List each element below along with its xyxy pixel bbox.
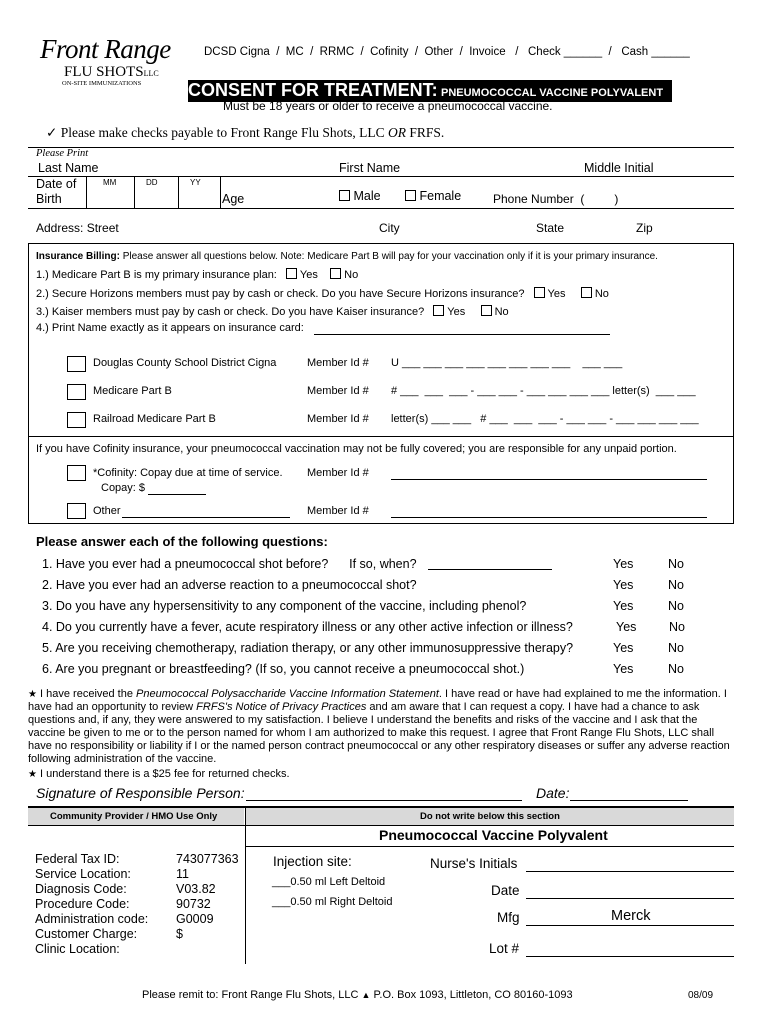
plan-dcsd-member-label: Member Id # <box>307 357 369 369</box>
female-checkbox[interactable] <box>405 190 416 201</box>
star-icon: ★ <box>28 689 37 700</box>
mfg-label: Mfg <box>497 910 520 925</box>
other-insurance-label: Other <box>93 505 121 517</box>
check-note: ✓ Please make checks payable to Front Range Flu Shots, LLC OR FRFS. <box>46 125 445 140</box>
cofinity-note: If you have Cofinity insurance, your pneumococcal vaccination may not be fully covered; you are responsible for any unpaid portion. <box>36 443 677 455</box>
federal-tax-id-value: 743077363 <box>176 852 239 866</box>
lot-line[interactable] <box>526 956 734 957</box>
nurse-initials-label: Nurse's Initials <box>430 856 518 871</box>
plan-medicare-member-field[interactable]: # ___ ___ ___ - ___ ___ - ___ ___ ___ ___ letter(s) ___ ___ <box>391 385 696 397</box>
title-sub: PNEUMOCOCCAL VACCINE POLYVALENT <box>441 87 664 99</box>
left-deltoid-option[interactable]: ___0.50 ml Left Deltoid <box>272 876 386 888</box>
address-street-label[interactable]: Address: Street <box>36 221 119 235</box>
question-1-yes[interactable]: Yes <box>613 557 634 571</box>
copay-label: Copay: $ <box>101 482 146 494</box>
star-icon: ★ <box>28 769 37 780</box>
q1-no-checkbox[interactable] <box>330 268 341 279</box>
cofinity-member-line[interactable] <box>391 479 707 480</box>
other-member-label: Member Id # <box>307 505 369 517</box>
logo-flu-shots: FLU SHOTSLLC <box>64 64 159 80</box>
do-not-write-header: Do not write below this section <box>420 811 560 822</box>
medicare-b-checkbox[interactable] <box>67 384 86 400</box>
logo <box>36 34 191 90</box>
customer-charge-label: Customer Charge: <box>35 927 138 941</box>
age-requirement: Must be 18 years or older to receive a pneumococcal vaccine. <box>223 99 553 113</box>
dob-label-1: Date of <box>36 177 77 191</box>
cofinity-label: *Cofinity: Copay due at time of service. <box>93 467 283 479</box>
questions-heading: Please answer each of the following questions: <box>36 534 328 549</box>
question-5: 5. Are you receiving chemotherapy, radiation therapy, or any other immunosuppressive therapy? <box>42 641 574 655</box>
procedure-code-label: Procedure Code: <box>35 897 130 911</box>
office-date-line[interactable] <box>526 898 734 899</box>
returned-check-fee: ★ I understand there is a $25 fee for returned checks. <box>28 768 290 780</box>
service-location-label: Service Location: <box>35 867 131 881</box>
age-label[interactable]: Age <box>222 192 245 206</box>
question-1-no[interactable]: No <box>668 557 684 571</box>
title-main: CONSENT FOR TREATMENT: <box>188 80 438 100</box>
hmo-header: Community Provider / HMO Use Only <box>50 811 218 822</box>
phone-label[interactable]: Phone Number ( ) <box>493 192 619 206</box>
plan-dcsd-member-field[interactable]: U ___ ___ ___ ___ ___ ___ ___ ___ ___ ___ <box>391 357 623 369</box>
zip-label[interactable]: Zip <box>636 221 653 235</box>
q2-no-checkbox[interactable] <box>581 287 592 298</box>
question-6: 6. Are you pregnant or breastfeeding? (If so, you cannot receive a pneumococcal shot.) <box>42 662 525 676</box>
form-version: 08/09 <box>688 990 714 1001</box>
office-code-values <box>176 852 239 942</box>
logo-script: Front Range <box>40 34 171 64</box>
mfg-value: Merck <box>611 908 651 924</box>
lot-label: Lot # <box>489 941 520 956</box>
nurse-initials-line[interactable] <box>526 871 734 872</box>
first-name-label[interactable]: First Name <box>339 161 401 175</box>
procedure-code-value: 90732 <box>176 897 211 911</box>
railroad-medicare-checkbox[interactable] <box>67 412 86 428</box>
question-3-yes[interactable]: Yes <box>613 599 634 613</box>
q2-yes-checkbox[interactable] <box>534 287 545 298</box>
office-code-labels <box>35 852 148 957</box>
right-deltoid-option[interactable]: ___0.50 ml Right Deltoid <box>272 896 393 908</box>
consent-statement: ★ I have received the Pneumococcal Polysaccharide Vaccine Information Statement. I have read or have had explained to me the information. I have had an opportunity to review FRFS's Notice of Privacy Practices and am aware that I can request a copy. I have had a chance to ask questions and, if any, they were answered to my satisfaction. I believe I understand the benefits and risks of the vaccine and I ask that the vaccine be given to me or to the person named for whom I am authorized to make this request. I agree that Front Range Flu Shots, LLC shall have no responsibility or liability if I or the named person contract pneumococcal or any other respiratory diseases or suffer any adverse reaction following administration of the vaccine. <box>28 688 730 765</box>
federal-tax-id-label: Federal Tax ID: <box>35 852 120 866</box>
insurance-q1: 1.) Medicare Part B is my primary insurance plan: Yes No <box>36 269 359 281</box>
plan-medicare-b: Medicare Part B <box>93 385 172 397</box>
insurance-q4: 4.) Print Name exactly as it appears on insurance card: <box>36 322 304 334</box>
female-option[interactable]: Female <box>405 189 461 203</box>
question-3-no[interactable]: No <box>668 599 684 613</box>
plan-railroad-member-label: Member Id # <box>307 413 369 425</box>
dob-dd[interactable]: DD <box>146 178 158 187</box>
question-4-yes[interactable]: Yes <box>616 620 637 634</box>
q3-yes-checkbox[interactable] <box>433 305 444 316</box>
signature-date-line[interactable] <box>570 800 688 801</box>
payment-options: DCSD Cigna / MC / RRMC / Cofinity / Other / Invoice / Check ______ / Cash ______ <box>204 46 690 58</box>
injection-site-label: Injection site: <box>273 854 352 869</box>
dob-label-2: Birth <box>36 192 62 206</box>
clinic-location-label: Clinic Location: <box>35 942 120 956</box>
male-option[interactable]: Male <box>339 189 381 203</box>
service-location-value: 11 <box>176 867 189 881</box>
question-4: 4. Do you currently have a fever, acute respiratory illness or any other active infection or illness? <box>42 620 573 634</box>
q3-no-checkbox[interactable] <box>481 305 492 316</box>
administration-code-value: G0009 <box>176 912 214 926</box>
plan-medicare-member-label: Member Id # <box>307 385 369 397</box>
plan-railroad-member-field[interactable]: letter(s) ___ ___ # ___ ___ ___ - ___ ___ - ___ ___ ___ ___ <box>391 413 699 425</box>
other-member-line[interactable] <box>391 517 707 518</box>
dob-yy[interactable]: YY <box>190 178 201 187</box>
other-insurance-checkbox[interactable] <box>67 503 86 519</box>
copay-line[interactable] <box>148 494 206 495</box>
male-checkbox[interactable] <box>339 190 350 201</box>
vaccine-name: Pneumococcal Vaccine Polyvalent <box>379 827 608 843</box>
dob-mm[interactable]: MM <box>103 178 117 187</box>
insurance-q3: 3.) Kaiser members must pay by cash or check. Do you have Kaiser insurance? Yes No <box>36 306 509 318</box>
question-2-no[interactable]: No <box>668 578 684 592</box>
checkmark-icon: ✓ <box>46 125 58 140</box>
please-print: Please Print <box>36 148 89 159</box>
last-name-label[interactable]: Last Name <box>38 161 99 175</box>
diagnosis-code-value: V03.82 <box>176 882 216 896</box>
question-6-no[interactable]: No <box>668 662 684 676</box>
signature-line[interactable] <box>246 800 522 801</box>
triangle-icon: ▲ <box>361 990 371 1000</box>
plan-railroad-medicare: Railroad Medicare Part B <box>93 413 216 425</box>
mfg-line[interactable] <box>526 925 734 926</box>
signature-label: Signature of Responsible Person: <box>36 785 245 801</box>
plan-dcsd-cigna: Douglas County School District Cigna <box>93 357 277 369</box>
logo-tagline: ON-SITE IMMUNIZATIONS <box>62 80 142 87</box>
insurance-q2: 2.) Secure Horizons members must pay by cash or check. Do you have Secure Horizons insurance? Yes No <box>36 288 609 300</box>
insurance-intro: Insurance Billing: Please answer all questions below. Note: Medicare Part B will pay for your vaccination only if it is your primary insurance. <box>36 251 658 262</box>
cofinity-checkbox[interactable] <box>67 465 86 481</box>
insurance-name-line[interactable] <box>314 334 610 335</box>
footer-remit: Please remit to: Front Range Flu Shots, LLC ▲ P.O. Box 1093, Littleton, CO 80160-1093 <box>142 989 573 1001</box>
city-label[interactable]: City <box>379 221 400 235</box>
question-2-yes[interactable]: Yes <box>613 578 634 592</box>
cofinity-member-label: Member Id # <box>307 467 369 479</box>
state-label[interactable]: State <box>536 221 565 235</box>
signature-date-label: Date: <box>536 785 570 801</box>
dcsd-cigna-checkbox[interactable] <box>67 356 86 372</box>
customer-charge-value[interactable]: $ <box>176 927 183 941</box>
question-5-no[interactable]: No <box>668 641 684 655</box>
administration-code-label: Administration code: <box>35 912 149 926</box>
q1-yes-checkbox[interactable] <box>286 268 297 279</box>
date-label: Date <box>491 883 520 898</box>
diagnosis-code-label: Diagnosis Code: <box>35 882 127 896</box>
question-5-yes[interactable]: Yes <box>613 641 634 655</box>
question-6-yes[interactable]: Yes <box>613 662 634 676</box>
middle-initial-label[interactable]: Middle Initial <box>584 161 654 175</box>
other-insurance-line[interactable] <box>122 517 290 518</box>
question-4-no[interactable]: No <box>669 620 685 634</box>
question-2: 2. Have you ever had an adverse reaction to a pneumococcal shot? <box>42 578 417 592</box>
question-1-when-line[interactable] <box>428 569 552 570</box>
question-1: 1. Have you ever had a pneumococcal shot before? If so, when? <box>42 557 417 571</box>
question-3: 3. Do you have any hypersensitivity to any component of the vaccine, including phenol? <box>42 599 527 613</box>
